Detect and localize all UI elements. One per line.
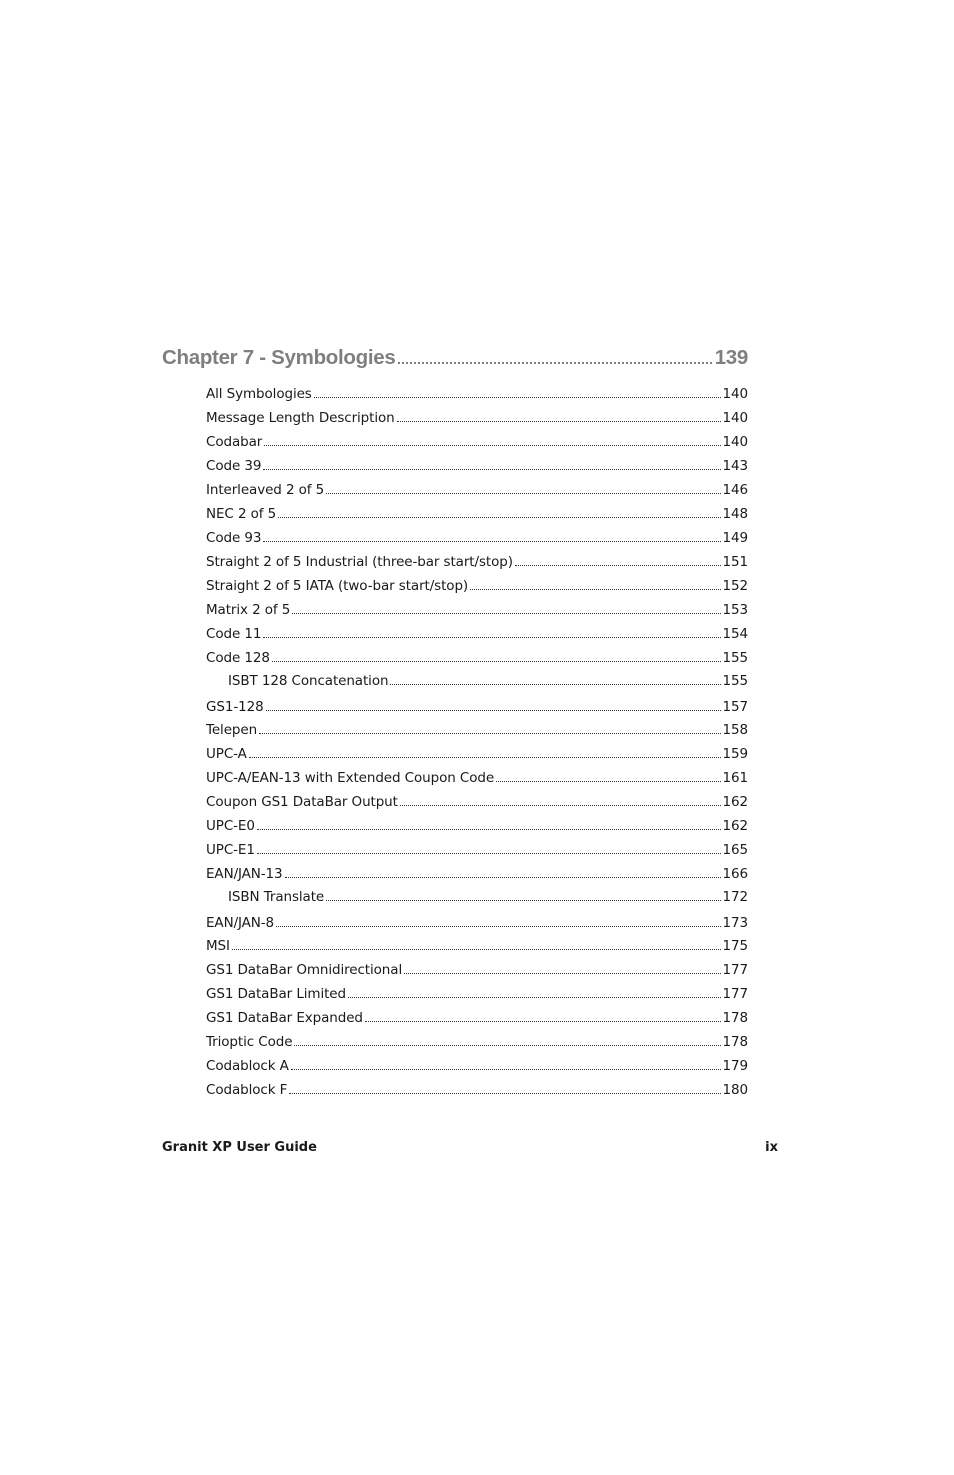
toc-entry-title: Trioptic Code xyxy=(206,1034,293,1050)
toc-leader-dots xyxy=(266,709,721,711)
toc-entry[interactable] xyxy=(206,1054,748,1078)
toc-entry-page: 149 xyxy=(722,530,748,546)
toc-leader-dots xyxy=(289,1092,720,1094)
toc-entry-page: 165 xyxy=(722,842,748,858)
toc-entry[interactable] xyxy=(206,622,748,646)
toc-entry-title: ISBT 128 Concatenation xyxy=(228,673,389,689)
toc-entry-title: Message Length Description xyxy=(206,410,395,426)
toc-leader-dots xyxy=(264,444,720,446)
toc-entry-page: 148 xyxy=(722,506,748,522)
toc-entry-title: Code 93 xyxy=(206,530,262,546)
toc-entry[interactable] xyxy=(206,790,748,814)
toc-leader-dots xyxy=(515,564,721,566)
toc-entry-page: 157 xyxy=(722,699,748,715)
toc-chapter-heading[interactable] xyxy=(162,346,748,374)
toc-entry-page: 180 xyxy=(722,1082,748,1098)
toc-leader-dots xyxy=(278,516,720,518)
toc-leader-dots xyxy=(400,804,721,806)
toc-entry[interactable] xyxy=(206,430,748,454)
toc-leader-dots xyxy=(348,996,721,998)
toc-entry-page: 178 xyxy=(722,1010,748,1026)
toc-leader-dots xyxy=(470,588,720,590)
toc-entry-page: 140 xyxy=(722,410,748,426)
toc-entry-page: 177 xyxy=(722,962,748,978)
toc-entry-title: Code 39 xyxy=(206,458,262,474)
toc-entry-title: Codablock F xyxy=(206,1082,288,1098)
toc-leader-dots xyxy=(263,636,720,638)
toc-leader-dots xyxy=(326,899,720,901)
toc-leader-dots xyxy=(314,396,721,398)
toc-entry[interactable] xyxy=(206,1030,748,1054)
toc-entry[interactable] xyxy=(206,862,748,886)
toc-entry[interactable] xyxy=(206,692,748,718)
toc-entry-page: 177 xyxy=(722,986,748,1002)
toc-entry-page: 179 xyxy=(722,1058,748,1074)
toc-entry-title: Interleaved 2 of 5 xyxy=(206,482,325,498)
toc-entry[interactable] xyxy=(206,718,748,742)
toc-leader-dots xyxy=(294,1044,720,1046)
toc-entry[interactable] xyxy=(206,478,748,502)
toc-entry[interactable] xyxy=(206,958,748,982)
toc-leader-dots xyxy=(285,876,721,878)
toc-leader-dots xyxy=(326,492,720,494)
toc-entry-title: All Symbologies xyxy=(206,386,312,402)
toc-entry[interactable] xyxy=(206,574,748,598)
toc-entry-title: GS1 DataBar Limited xyxy=(206,986,346,1002)
toc-entry-title: Coupon GS1 DataBar Output xyxy=(206,794,398,810)
toc-entry[interactable] xyxy=(206,454,748,478)
toc-entry-page: 162 xyxy=(722,794,748,810)
toc-list xyxy=(206,382,748,1102)
toc-entry-title: UPC-E1 xyxy=(206,842,255,858)
toc-entry-title: EAN/JAN-13 xyxy=(206,866,283,882)
toc-entry-page: 159 xyxy=(722,746,748,762)
toc-entry-page: 146 xyxy=(722,482,748,498)
toc-leader-dots xyxy=(291,1068,721,1070)
toc-entry-title: ISBN Translate xyxy=(228,889,325,905)
toc-entry[interactable] xyxy=(206,526,748,550)
toc-leader-dots xyxy=(249,756,721,758)
toc-entry-page: 140 xyxy=(722,434,748,450)
chapter-leader-dots xyxy=(398,361,711,364)
toc-entry-title: Straight 2 of 5 Industrial (three-bar start/stop) xyxy=(206,554,513,570)
toc-entry-page: 155 xyxy=(722,650,748,666)
toc-entry-title: MSI xyxy=(206,938,230,954)
toc-entry-title: NEC 2 of 5 xyxy=(206,506,277,522)
toc-entry[interactable] xyxy=(206,838,748,862)
toc-entry-page: 153 xyxy=(722,602,748,618)
toc-entry-page: 166 xyxy=(722,866,748,882)
toc-entry-page: 172 xyxy=(722,889,748,905)
toc-entry[interactable] xyxy=(206,742,748,766)
toc-entry-title: Codablock A xyxy=(206,1058,289,1074)
toc-entry-page: 155 xyxy=(722,673,748,689)
toc-leader-dots xyxy=(276,925,720,927)
toc-entry-title: Straight 2 of 5 IATA (two-bar start/stop) xyxy=(206,578,469,594)
toc-entry[interactable] xyxy=(206,934,748,958)
toc-leader-dots xyxy=(390,683,720,685)
toc-entry-page: 161 xyxy=(722,770,748,786)
toc-entry-title: UPC-A xyxy=(206,746,247,762)
toc-entry-title: Telepen xyxy=(206,722,258,738)
toc-entry-page: 143 xyxy=(722,458,748,474)
toc-entry[interactable] xyxy=(206,598,748,622)
toc-entry-title: Matrix 2 of 5 xyxy=(206,602,291,618)
toc-entry[interactable] xyxy=(206,982,748,1006)
toc-entry[interactable] xyxy=(206,406,748,430)
toc-entry-page: 173 xyxy=(722,915,748,931)
chapter-page-number: 139 xyxy=(714,346,748,369)
toc-entry-title: GS1 DataBar Omnidirectional xyxy=(206,962,403,978)
toc-entry-page: 140 xyxy=(722,386,748,402)
toc-leader-dots xyxy=(263,540,720,542)
toc-entry[interactable] xyxy=(206,766,748,790)
toc-leader-dots xyxy=(257,852,721,854)
toc-leader-dots xyxy=(496,780,720,782)
toc-entry[interactable] xyxy=(206,382,748,406)
footer-document-title: Granit XP User Guide xyxy=(162,1140,317,1155)
toc-entry[interactable] xyxy=(206,502,748,526)
toc-entry[interactable] xyxy=(206,1006,748,1030)
toc-entry[interactable] xyxy=(206,646,748,670)
toc-entry-title: UPC-A/EAN-13 with Extended Coupon Code xyxy=(206,770,495,786)
toc-entry-title: Code 11 xyxy=(206,626,262,642)
toc-leader-dots xyxy=(232,948,721,950)
toc-subentry[interactable] xyxy=(206,886,748,908)
toc-leader-dots xyxy=(365,1020,721,1022)
toc-entry-title: GS1-128 xyxy=(206,699,264,715)
toc-entry-title: Code 128 xyxy=(206,650,270,666)
toc-entry-title: GS1 DataBar Expanded xyxy=(206,1010,363,1026)
footer-page-number: ix xyxy=(765,1140,778,1155)
toc-subentry[interactable] xyxy=(206,670,748,692)
toc-entry-page: 162 xyxy=(722,818,748,834)
toc-entry[interactable] xyxy=(206,1078,748,1102)
toc-entry-page: 151 xyxy=(722,554,748,570)
chapter-title: Chapter 7 - Symbologies xyxy=(162,346,396,369)
toc-entry-page: 152 xyxy=(722,578,748,594)
toc-leader-dots xyxy=(259,732,720,734)
toc-leader-dots xyxy=(397,420,721,422)
toc-entry-page: 154 xyxy=(722,626,748,642)
toc-entry[interactable] xyxy=(206,550,748,574)
toc-leader-dots xyxy=(257,828,721,830)
toc-entry-page: 158 xyxy=(722,722,748,738)
toc-entry-page: 175 xyxy=(722,938,748,954)
toc-leader-dots xyxy=(404,972,720,974)
toc-entry-title: EAN/JAN-8 xyxy=(206,915,275,931)
toc-entry-title: UPC-E0 xyxy=(206,818,255,834)
toc-leader-dots xyxy=(263,468,720,470)
toc-entry[interactable] xyxy=(206,814,748,838)
toc-leader-dots xyxy=(292,612,720,614)
toc-leader-dots xyxy=(272,660,721,662)
toc-entry-title: Codabar xyxy=(206,434,263,450)
toc-entry-page: 178 xyxy=(722,1034,748,1050)
toc-entry[interactable] xyxy=(206,908,748,934)
